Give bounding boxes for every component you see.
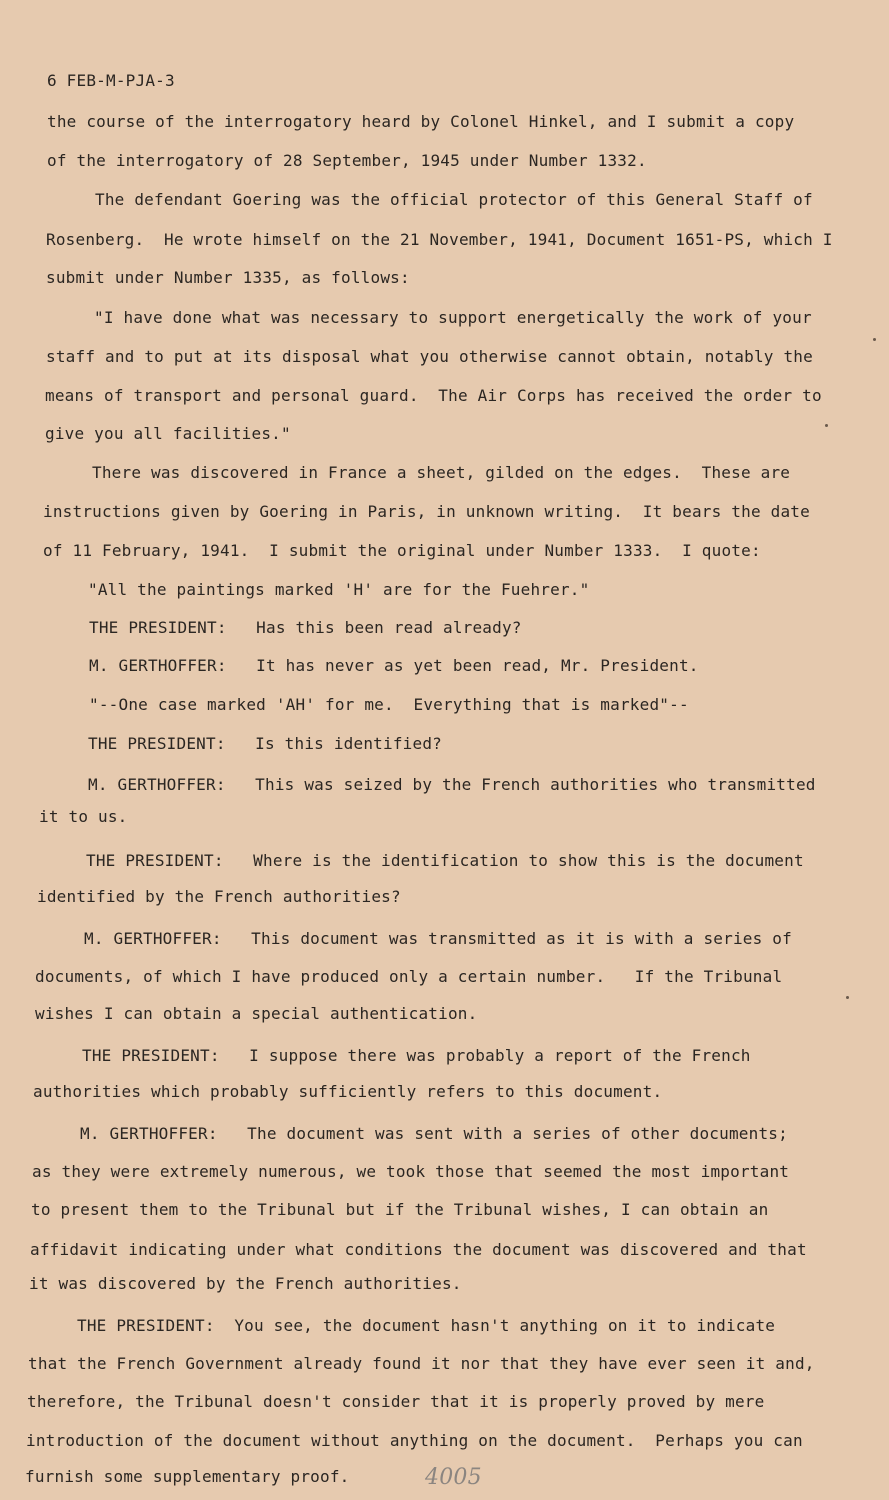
text-line: introduction of the document without anything on the document. Perhaps you can [26, 1431, 803, 1450]
quote-line: staff and to put at its disposal what you otherwise cannot obtain, notably the [46, 347, 813, 366]
dialogue-line: THE PRESIDENT: Is this identified? [88, 734, 442, 753]
text-line: submit under Number 1335, as follows: [46, 268, 410, 287]
quote-line: "I have done what was necessary to support energetically the work of your [94, 308, 812, 327]
text-line: authorities which probably sufficiently refers to this document. [33, 1082, 663, 1101]
paper-speck [846, 996, 849, 999]
dialogue-line: THE PRESIDENT: Where is the identification to show this is the document [86, 851, 804, 870]
text-line: affidavit indicating under what conditions the document was discovered and that [30, 1240, 807, 1259]
quote-line: give you all facilities." [45, 424, 291, 443]
text-line: wishes I can obtain a special authentication. [35, 1004, 478, 1023]
text-line: as they were extremely numerous, we took those that seemed the most important [32, 1162, 790, 1181]
text-line: to present them to the Tribunal but if the Tribunal wishes, I can obtain an [31, 1200, 769, 1219]
text-line: The defendant Goering was the official protector of this General Staff of [95, 190, 813, 209]
dialogue-line: THE PRESIDENT: Has this been read already? [89, 618, 522, 637]
text-line: instructions given by Goering in Paris, in unknown writing. It bears the date [43, 502, 810, 521]
dialogue-line: THE PRESIDENT: You see, the document hasn't anything on it to indicate [77, 1316, 776, 1335]
text-line: documents, of which I have produced only a certain number. If the Tribunal [35, 967, 783, 986]
quote-line: means of transport and personal guard. The Air Corps has received the order to [45, 386, 822, 405]
text-line: There was discovered in France a sheet, gilded on the edges. These are [92, 463, 791, 482]
text-line: the course of the interrogatory heard by Colonel Hinkel, and I submit a copy [47, 112, 795, 131]
text-line: it to us. [39, 807, 128, 826]
paper-speck [825, 424, 828, 427]
text-line: Rosenberg. He wrote himself on the 21 November, 1941, Document 1651-PS, which I [46, 230, 833, 249]
text-line: furnish some supplementary proof. [25, 1467, 350, 1486]
dialogue-line: M. GERTHOFFER: The document was sent with a series of other documents; [80, 1124, 788, 1143]
text-line: therefore, the Tribunal doesn't consider that it is properly proved by mere [27, 1392, 765, 1411]
dialogue-line: M. GERTHOFFER: This was seized by the French authorities who transmitted [88, 775, 816, 794]
header-ref: 6 FEB-M-PJA-3 [47, 71, 175, 90]
text-line: of 11 February, 1941. I submit the original under Number 1333. I quote: [43, 541, 761, 560]
dialogue-line: THE PRESIDENT: I suppose there was probably a report of the French [82, 1046, 751, 1065]
text-line: identified by the French authorities? [37, 887, 401, 906]
dialogue-line: M. GERTHOFFER: It has never as yet been read, Mr. President. [89, 656, 699, 675]
handwritten-page-number: 4005 [425, 1465, 482, 1490]
quote-line: "All the paintings marked 'H' are for the Fuehrer." [88, 580, 590, 599]
text-line: of the interrogatory of 28 September, 1945 under Number 1332. [47, 151, 647, 170]
text-line: that the French Government already found it nor that they have ever seen it and, [28, 1354, 815, 1373]
paper-speck [873, 338, 876, 341]
text-line: it was discovered by the French authorities. [29, 1274, 462, 1293]
quote-line: "--One case marked 'AH' for me. Everything that is marked"-- [89, 695, 689, 714]
dialogue-line: M. GERTHOFFER: This document was transmitted as it is with a series of [84, 929, 792, 948]
